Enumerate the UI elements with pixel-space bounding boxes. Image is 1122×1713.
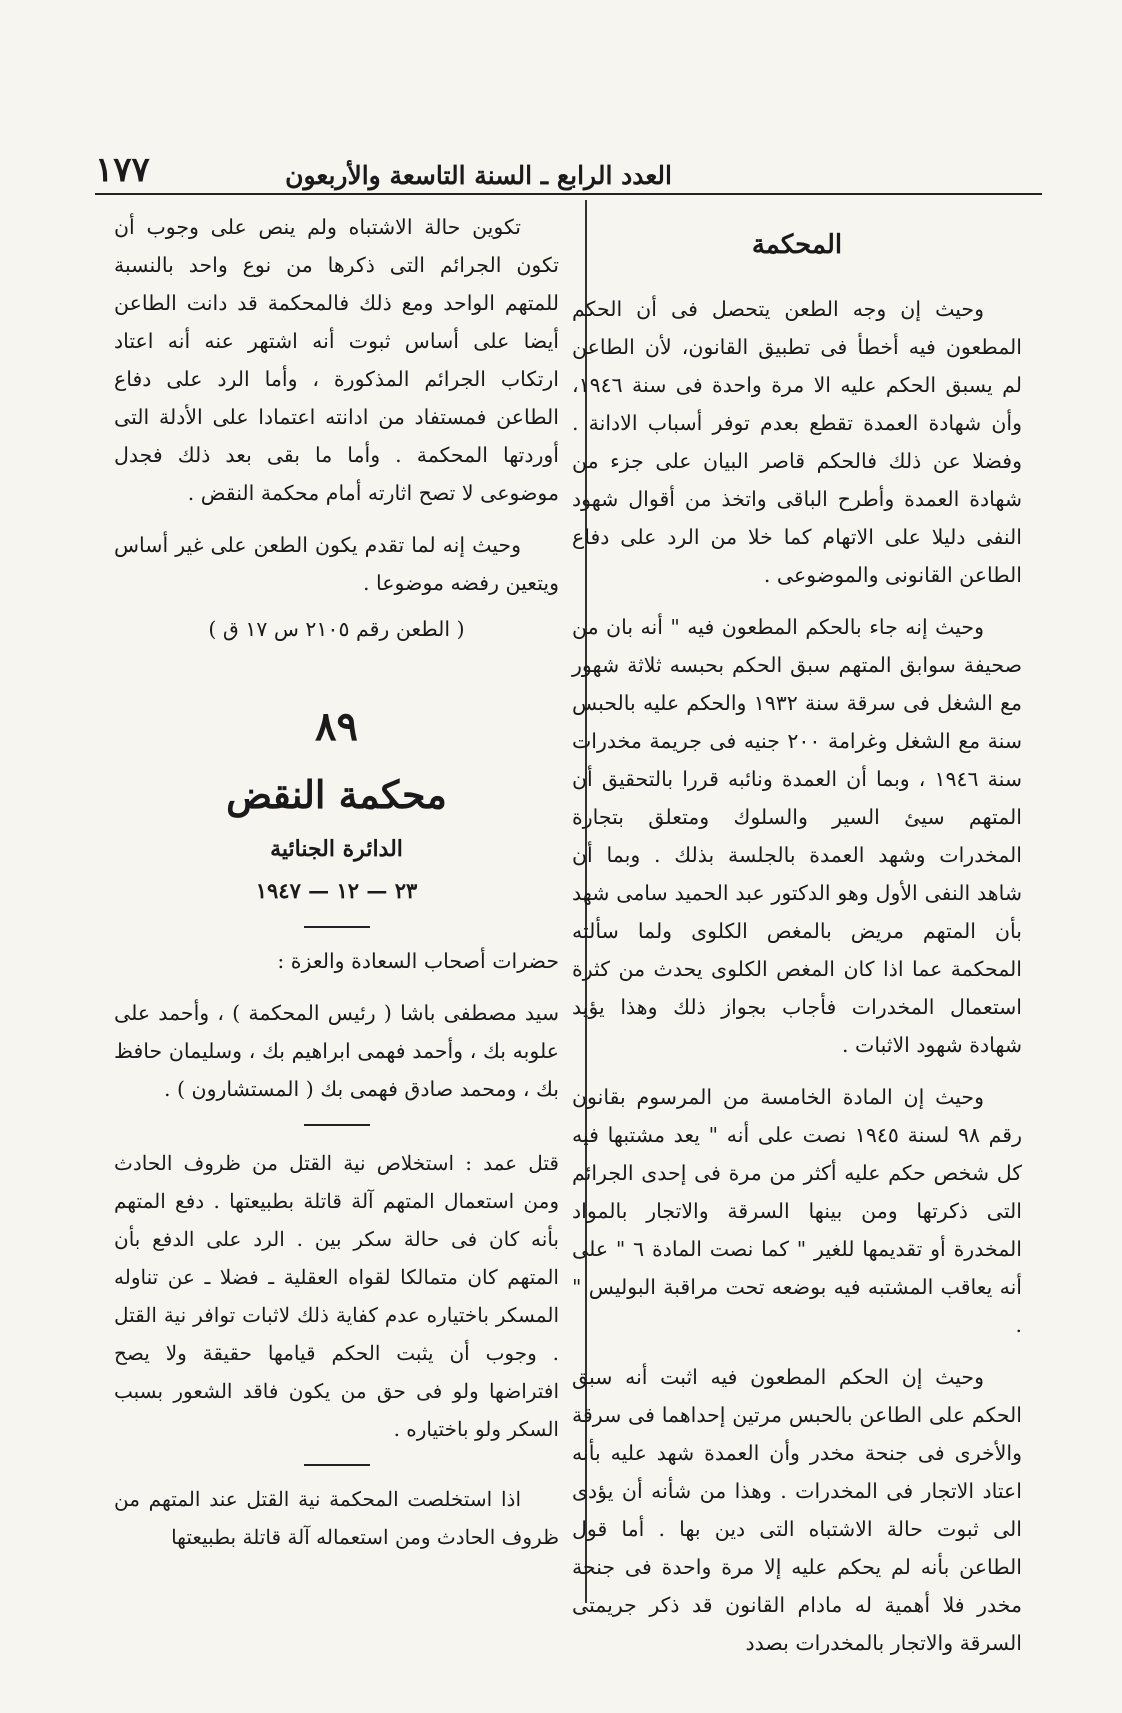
page-header [95,150,1022,190]
chamber-name: الدائرة الجنائية [270,836,403,862]
court-name: محكمة النقض [226,772,447,817]
case-number: ٨٩ [315,703,358,750]
divider-rule [304,926,370,928]
case-summary: قتل عمد : استخلاص نية القتل من ظروف الحادث ومن استعمال المتهم آلة قاتلة بطبيعتها . دفع المتهم بأنه كان فى حالة سكر بين . الرد على الدفع بأن المتهم كان متمالكا لقواه العقلية ـ فضلا ـ عن تناوله المسكر باختياره عدم كفاية ذلك لاثبات توافر نية القتل . وجوب أن يثبت الحكم قيامها حقيقة ولا يصح افتراضها ولو فى حق من يكون فاقد الشعور بسبب السكر ولو باختياره . [114,1151,559,1441]
paragraph: وحيث إن الحكم المطعون فيه اثبت أنه سبق الحكم على الطاعن بالحبس مرتين إحداهما فى سرقة والأخرى فى جنحة مخدر وأن العمدة شهد عليه بأنه اعتاد الاتجار فى المخدرات . وهذا من شأنه أن يؤدى الى ثبوت حالة الاشتباه التى دين بها . أما قول الطاعن بأنه لم يحكم عليه إلا مرة واحدة فى جنحة مخدر فلا أهمية له مادام القانون قد ذكر جريمتى السرقة والاتجار بالمخدرات بصدد [572,1365,1022,1655]
paragraph: تكوين حالة الاشتباه ولم ينص على وجوب أن تكون الجرائم التى ذكرها من نوع واحد بالنسبة للمتهم الواحد ومع ذلك فالمحكمة قد دانت الطاعن أيضا على أساس ثبوت أنه اشتهر عنه أنه اعتاد ارتكاب الجرائم المذكورة ، وأما الرد على دفاع الطاعن فمستفاد من ادانته اعتمادا على الأدلة التى أوردتها المحكمة . وأما ما بقى بعد ذلك فجدل موضوعى لا تصح اثارته أمام محكمة النقض . [114,215,559,505]
left-column [114,208,559,1556]
divider-rule [304,1124,370,1126]
paragraph: وحيث إنه لما تقدم يكون الطعن على غير أساس ويتعين رفضه موضوعا . [114,533,559,595]
case-date: ٢٣ — ١٢ — ١٩٤٧ [255,878,418,903]
page-number: ١٧٧ [95,150,150,190]
paragraph: وحيث إن وجه الطعن يتحصل فى أن الحكم المطعون فيه أخطأ فى تطبيق القانون، لأن الطاعن لم يسبق الحكم عليه الا مرة واحدة فى سنة ١٩٤٦، وأن شهادة العمدة تقطع بعدم توفر أسباب الادانة . وفضلا عن ذلك فالحكم قاصر البيان على جزء من شهادة العمدة وأطرح الباقى واتخذ من أقوال شهود النفى دليلا على الاتهام كما خلا من الرد على دفاع الطاعن القانونى والموضوعى . [572,297,1022,587]
right-column [572,208,1022,1662]
divider-rule [304,1464,370,1466]
presence-label: حضرات أصحاب السعادة والعزة : [277,949,559,973]
ruling-text: اذا استخلصت المحكمة نية القتل عند المتهم من ظروف الحادث ومن استعماله آلة قاتلة بطبيعتها [114,1487,559,1549]
running-title: العدد الرابع ـ السنة التاسعة والأربعون [285,161,672,190]
paragraph: وحيث إنه جاء بالحكم المطعون فيه " أنه بان من صحيفة سوابق المتهم سبق الحكم بحبسه ثلاثة شهور مع الشغل فى سرقة سنة ١٩٣٢ والحكم عليه بالحبس سنة مع الشغل وغرامة ٢٠٠ جنيه فى جريمة مخدرات سنة ١٩٤٦ ، وبما أن العمدة ونائبه قررا بالتحقيق أن المتهم سيئ السير والسلوك ومتعلق بتجارة المخدرات وشهد العمدة بالجلسة بذلك . وبما أن شاهد النفى الأول وهو الدكتور عبد الحميد سامى شهد بأن المتهم مريض بالمغص الكلوى ولما سألته المحكمة عما اذا كان المغص الكلوى يحدث من كثرة استعمال المخدرات فأجاب بجواز ذلك وهذا يؤيد شهادة شهود الاثبات . [572,615,1022,1057]
presence-list: سيد مصطفى باشا ( رئيس المحكمة ) ، وأحمد على علوبه بك ، وأحمد فهمى ابراهيم بك ، وسليمان حافظ بك ، ومحمد صادق فهمى بك ( المستشارون ) . [114,1001,559,1101]
section-heading: المحكمة [751,230,843,260]
paragraph: وحيث إن المادة الخامسة من المرسوم بقانون رقم ٩٨ لسنة ١٩٤٥ نصت على أنه " يعد مشتبها فيه كل شخص حكم عليه أكثر من مرة فى إحدى الجرائم التى ذكرتها ومن بينها السرقة والاتجار بالمواد المخدرة أو تقديمها للغير " كما نصت المادة ٦ " على أنه يعاقب المشتبه فيه بوضعه تحت مراقبة البوليس " . [572,1085,1023,1337]
case-reference: ( الطعن رقم ٢١٠٥ س ١٧ ق ) [208,617,465,641]
header-rule [95,193,1042,195]
